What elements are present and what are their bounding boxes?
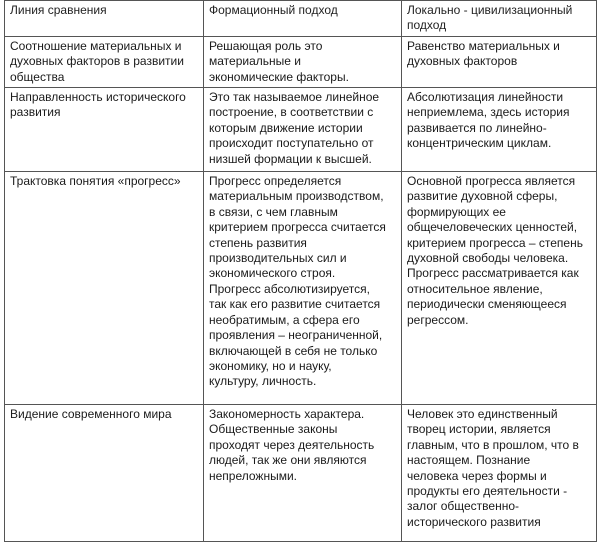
civilizational-cell (402, 405, 597, 542)
criterion-cell (5, 88, 204, 172)
civilizational-cell (402, 88, 597, 172)
header-cell-comparison-line (5, 1, 204, 37)
criterion-cell (5, 36, 204, 87)
header-label: Локально - цивилизационный подход (407, 3, 573, 33)
cell-text: Основной прогресса является развитие духовной сферы, формирующих ее общечеловеческих ценностей, критерием прогресса – степень духовной свободы человека. Прогресс рассматривается как относительное явление, периодически сменяющееся регрессом. (407, 174, 583, 327)
cell-text: Соотношение материальных и духовных факторов в развитии общества (10, 38, 184, 84)
formational-cell (204, 172, 402, 405)
cell-text: Решающая роль это материальные и экономические факторы. (209, 38, 349, 84)
cell-text: Человек это единственный творец истории, является главным, что в прошлом, что в настоящем. Познание человека через формы и продукты его деятельности - залог общественно- исторического развития (407, 407, 579, 529)
table-header-row (5, 1, 597, 37)
cell-text: Трактовка понятия «прогресс» (10, 174, 181, 189)
table-row (5, 88, 597, 172)
civilizational-cell (402, 172, 597, 405)
cell-text: Направленность исторического развития (10, 90, 186, 120)
formational-cell (204, 36, 402, 87)
formational-cell (204, 88, 402, 172)
criterion-cell (5, 172, 204, 405)
cell-text: Абсолютизация линейности неприемлема, здесь история развивается по линейно- концентрическим циклам. (407, 90, 570, 151)
header-label: Линия сравнения (10, 3, 107, 17)
comparison-table (4, 0, 597, 542)
civilizational-cell (402, 36, 597, 87)
cell-text: Закономерность характера. Общественные законы проходят через деятельность людей, так же они являются непреложными. (209, 407, 375, 483)
header-cell-formational (204, 1, 402, 37)
header-cell-civilizational (402, 1, 597, 37)
formational-cell (204, 405, 402, 542)
table-row (5, 172, 597, 405)
table-row (5, 36, 597, 87)
cell-text: Равенство материальных и духовных факторов (407, 38, 560, 69)
header-label: Формационный подход (209, 3, 338, 17)
criterion-cell (5, 405, 204, 542)
cell-text: Видение современного мира (10, 407, 172, 422)
cell-text: Это так называемое линейное построение, в соответствии с которым движение истории происходит поступательно от низшей формации к высшей. (209, 90, 380, 166)
cell-text: Прогресс определяется материальным производством, в связи, с чем главным критерием прогресса считается степень развития производительных сил и экономического строя. Прогресс абсолютизируется, так как его развитие считается необратимым, а сфера его проявления – неограниченной, включающей в себя не только экономику, но и науку, культуру, личность. (209, 174, 386, 389)
table-row (5, 405, 597, 542)
